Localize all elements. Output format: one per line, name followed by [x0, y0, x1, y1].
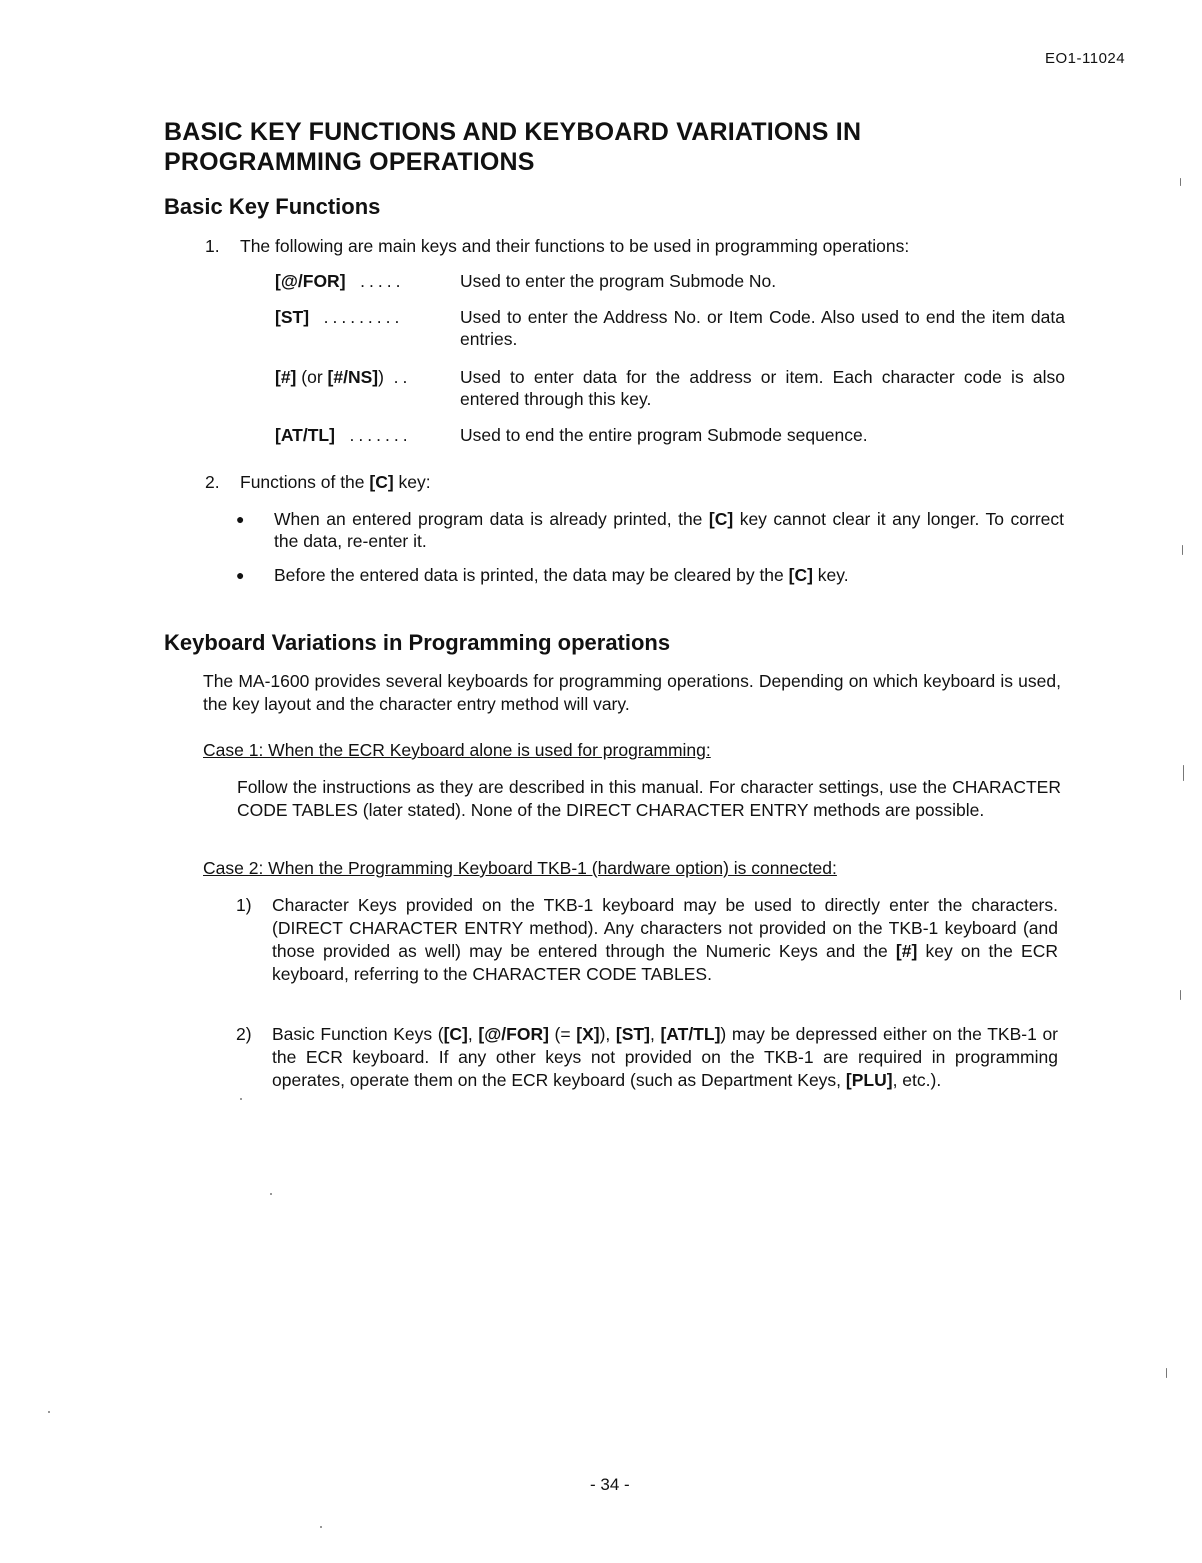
bullet-text: key. [812, 565, 849, 585]
leader-dots: ......... [323, 307, 404, 327]
key-description: Used to enter the program Submode No. [460, 271, 777, 291]
item-2 [205, 471, 1065, 494]
key-label: [C] [369, 472, 394, 492]
key-description: Used to enter data for the address or item. Each character code is also entered through this key. [460, 367, 1065, 409]
key-label: [C] [443, 1024, 468, 1044]
item-2-intro-suffix: key: [393, 472, 431, 492]
bullet-icon: ● [236, 511, 245, 527]
item-1-intro: The following are main keys and their functions to be used in programming operations: [240, 236, 910, 256]
item-text: , etc.). [892, 1070, 942, 1090]
item-text: ) may be depressed either on the TKB-1 or the ECR keyboard. If any other keys not provided on the TKB-1 are required in programming operates, operate them on the ECR keyboard (such as Department Keys, [272, 1024, 1059, 1090]
item-number: 1) [236, 895, 252, 915]
bullet-item [236, 508, 1066, 554]
scan-speck [320, 1526, 322, 1528]
key-label: [@/FOR] [478, 1024, 549, 1044]
item-text: Basic Function Keys ( [272, 1024, 444, 1044]
key-label: [#] [895, 941, 918, 961]
scan-speck [1166, 1368, 1167, 1378]
alt-prefix: (or [301, 367, 328, 387]
key-label: [ST] [275, 307, 310, 327]
key-label: [X] [576, 1024, 600, 1044]
key-label: [PLU] [845, 1070, 893, 1090]
key-row-for [275, 270, 1065, 294]
bullet-item [236, 564, 1066, 588]
key-label: [#] [275, 367, 297, 387]
scan-speck [1183, 765, 1184, 781]
document-id: EO1-11024 [1045, 50, 1126, 67]
case-1-heading: Case 1: When the ECR Keyboard alone is used for programming: [203, 740, 711, 760]
scan-speck [1182, 545, 1183, 555]
scan-speck [48, 1411, 50, 1413]
case-2-heading: Case 2: When the Programming Keyboard TKB-1 (hardware option) is connected: [203, 858, 837, 878]
item-text: key on the ECR keyboard, referring to the CHARACTER CODE TABLES. [272, 941, 1058, 984]
scan-speck [270, 1193, 272, 1195]
key-label: [@/FOR] [275, 271, 346, 291]
item-number: 2) [236, 1024, 252, 1044]
alt-key-label: [#/NS] [327, 367, 379, 387]
page-title-line-2: PROGRAMMING OPERATIONS [164, 148, 535, 176]
bullet-text: key cannot clear it any longer. To correct the data, re-enter it. [274, 509, 1064, 551]
item-1 [205, 235, 1065, 258]
item-text: ), [599, 1024, 616, 1044]
item-text: , [467, 1024, 479, 1044]
key-label: [C] [708, 509, 734, 529]
scan-speck [1180, 178, 1181, 186]
scan-speck [1180, 990, 1181, 1000]
key-label: [ST] [615, 1024, 650, 1044]
case-2-item-2 [236, 1023, 1066, 1115]
leader-dots: ....... [349, 425, 412, 445]
key-row-st [275, 306, 1065, 354]
scan-speck [240, 1098, 242, 1100]
key-description: Used to enter the Address No. or Item Code. Also used to end the item data entries. [460, 307, 1065, 349]
case-1-text: Follow the instructions as they are described in this manual. For character settings, use the CHARACTER CODE TABLES (later stated). None of the DIRECT CHARACTER ENTRY methods are possible. [237, 777, 1061, 820]
item-text: (= [548, 1024, 577, 1044]
item-1-number: 1. [205, 236, 220, 256]
bullet-text: Before the entered data is printed, the data may be cleared by the [274, 565, 789, 585]
keyboard-variations-intro: The MA-1600 provides several keyboards for programming operations. Depending on which keyboard is used, the key layout and the character entry method will vary. [203, 671, 1061, 714]
bullet-icon: ● [236, 567, 245, 583]
key-label: [C] [788, 565, 813, 585]
leader-dots: ..... [360, 271, 405, 291]
leader-dots: .. [393, 367, 412, 387]
page-title-line-1: BASIC KEY FUNCTIONS AND KEYBOARD VARIATIONS IN [164, 118, 862, 146]
key-row-attl [275, 424, 1065, 448]
bullet-text: When an entered program data is already printed, the [274, 509, 709, 529]
page-title [164, 117, 861, 177]
key-label: [AT/TL] [275, 425, 335, 445]
key-description: Used to end the entire program Submode sequence. [460, 425, 868, 445]
item-2-number: 2. [205, 472, 220, 492]
section-heading-basic-key-functions: Basic Key Functions [164, 194, 381, 219]
item-2-intro-prefix: Functions of the [240, 472, 370, 492]
alt-suffix: ) [378, 367, 384, 387]
item-text: , [649, 1024, 661, 1044]
key-row-hash [275, 366, 1065, 414]
case-2-item-1 [236, 894, 1066, 1009]
page-number: - 34 - [590, 1475, 630, 1494]
key-label: [AT/TL] [660, 1024, 721, 1044]
section-heading-keyboard-variations: Keyboard Variations in Programming operations [164, 630, 671, 655]
item-text: Character Keys provided on the TKB-1 keyboard may be used to directly enter the characters. (DIRECT CHARACTER ENTRY method). Any characters not provided on the TKB-1 keyboard (and those provided as well) may be entered through the Numeric Keys and the [272, 895, 1058, 961]
